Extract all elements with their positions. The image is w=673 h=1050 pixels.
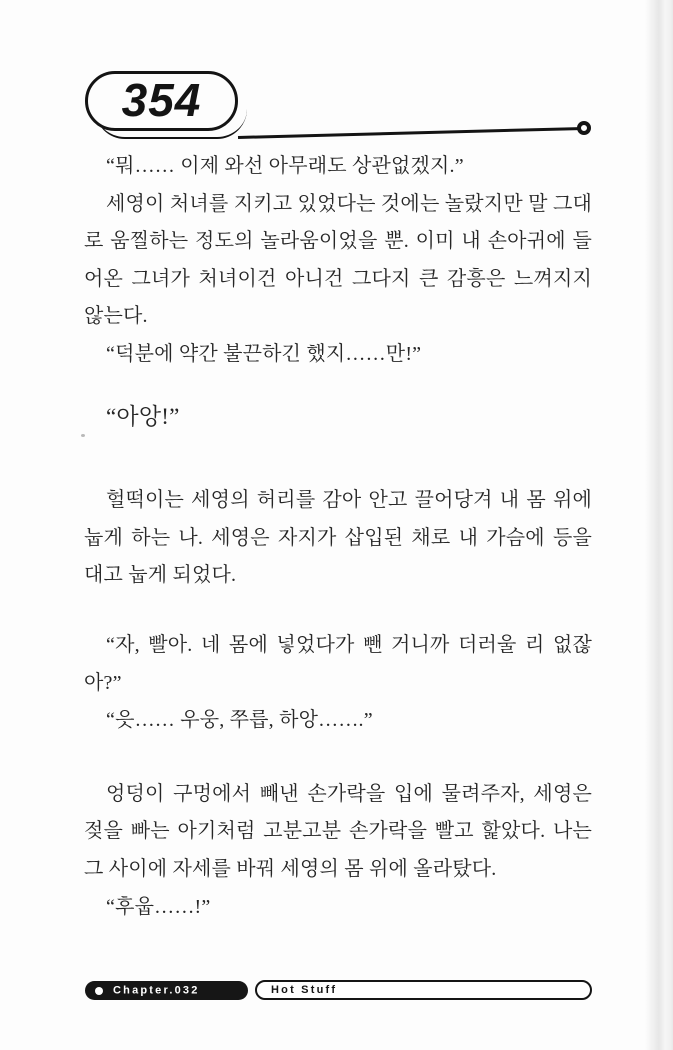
text-line: “후웁……!” (106, 895, 211, 918)
text-line: 눕게 하는 나. 세영은 자지가 삽입된 채로 내 가슴에 등을 (84, 526, 592, 549)
body-text (84, 148, 592, 926)
paragraph (84, 702, 592, 740)
text-line: 어온 그녀가 처녀이건 아니건 그다지 큰 감흥은 느껴지지 (84, 267, 592, 290)
paragraph (84, 336, 592, 374)
page-number: 354 (121, 74, 202, 126)
paragraph (84, 889, 592, 927)
scan-artifact-dot (81, 434, 85, 437)
chapter-label: Chapter.032 (113, 984, 200, 996)
text-line: “덕분에 약간 불끈하긴 했지……만!” (106, 342, 422, 365)
text-line: 헐떡이는 세영의 허리를 감아 안고 끌어당겨 내 몸 위에 (106, 489, 592, 512)
paragraph (84, 776, 592, 889)
text-line: 아?” (84, 671, 122, 694)
text-line: 젖을 빠는 아기처럼 고분고분 손가락을 빨고 핥았다. 나는 (84, 820, 592, 843)
book-title-badge (255, 980, 592, 1000)
page-number-badge (85, 71, 238, 131)
text-line: 그 사이에 자세를 바꿔 세영의 몸 위에 올라탔다. (84, 857, 497, 880)
text-line: 않는다. (84, 305, 148, 328)
text-line: “아앙!” (106, 403, 180, 429)
page-edge-shadow (645, 0, 673, 1050)
text-line: 대고 눕게 되었다. (84, 564, 237, 587)
bullet-dot-icon (95, 987, 103, 995)
paragraph (84, 398, 592, 436)
chapter-badge (85, 981, 248, 1000)
header-rule (238, 127, 579, 139)
line-end-ring-icon (577, 121, 591, 135)
book-title-label: Hot Stuff (271, 984, 338, 996)
text-line: 엉덩이 구멍에서 빼낸 손가락을 입에 물려주자, 세영은 (106, 782, 592, 805)
paragraph (84, 627, 592, 702)
text-line: “읏…… 우웅, 쭈릅, 하앙…….” (106, 709, 373, 732)
text-line: 세영이 처녀를 지키고 있었다는 것에는 놀랐지만 말 그대 (106, 192, 592, 215)
paragraph (84, 482, 592, 595)
text-line: “뭐…… 이제 와선 아무래도 상관없겠지.” (106, 155, 464, 177)
paragraph (84, 148, 592, 186)
text-line: 로 움찔하는 정도의 놀라움이었을 뿐. 이미 내 손아귀에 들 (84, 230, 592, 253)
text-line: “자, 빨아. 네 몸에 넣었다가 뺀 거니까 더러울 리 없잖 (106, 633, 592, 656)
paragraph (84, 186, 592, 336)
